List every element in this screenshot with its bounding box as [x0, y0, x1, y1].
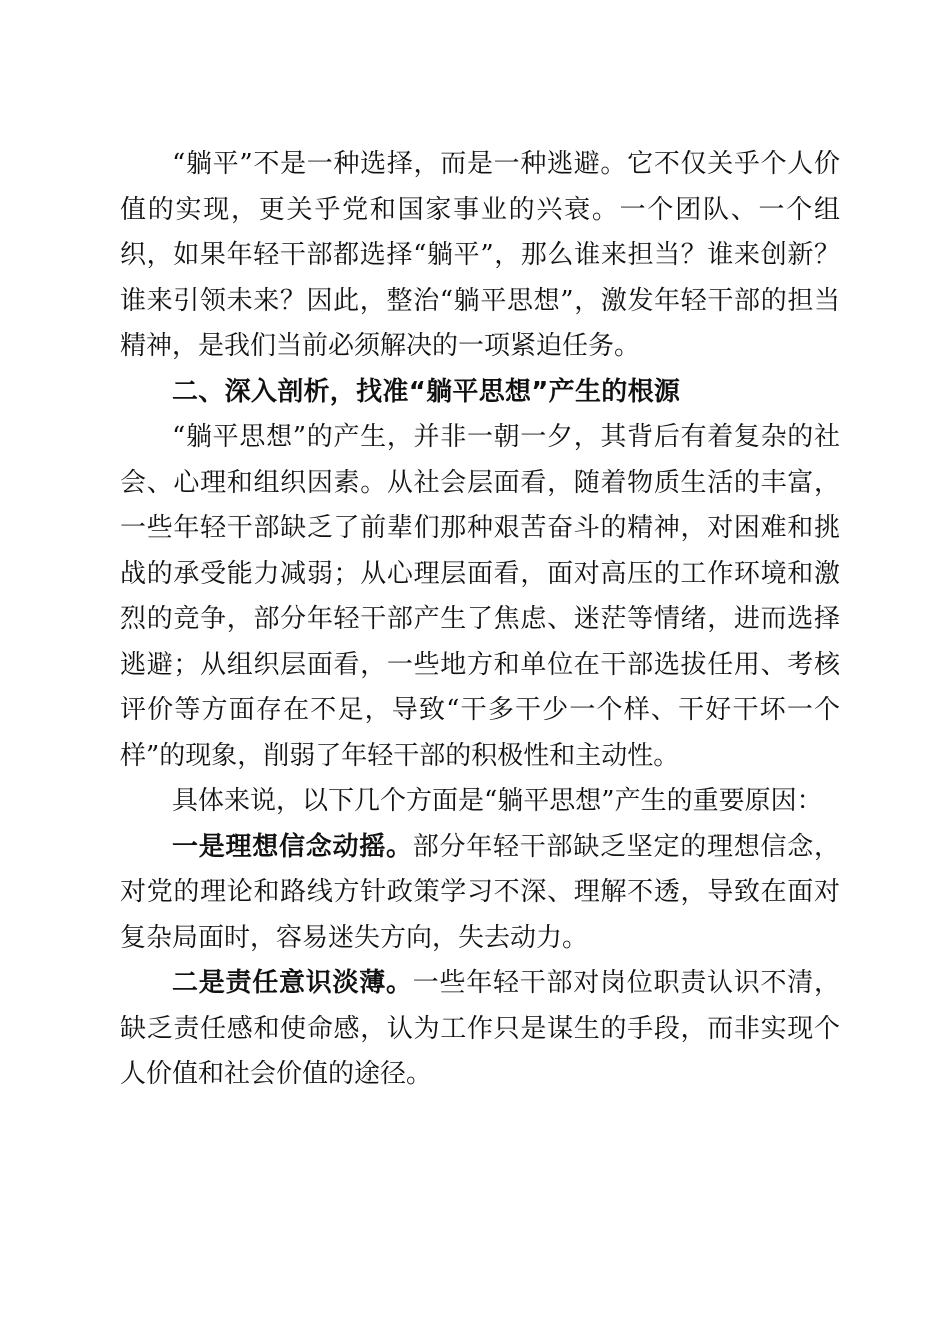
point-lead: 二是责任意识淡薄。 [172, 968, 413, 998]
section-heading-text: 二、深入剖析，找准“躺平思想”产生的根源 [172, 376, 681, 407]
point-text: 一些年轻干部对岗位职责认识不清，缺乏责任感和使命感，认为工作只是谋生的手段，而非实现个人价值和社会价值的途径。 [120, 968, 840, 1089]
paragraph-root-causes [120, 415, 840, 779]
paragraph-text: “躺平”不是一种选择，而是一种逃避。它不仅关乎个人价值的实现，更关乎党和国家事业的兴衰。一个团队、一个组织，如果年轻干部都选择“躺平”，那么谁来担当？谁来创新？谁来引领未来？因此，整治“躺平思想”，激发年轻干部的担当精神，是我们当前必须解决的一项紧迫任务。 [120, 149, 840, 361]
paragraph-point-one [120, 825, 840, 962]
point-text: 部分年轻干部缺乏坚定的理想信念，对党的理论和路线方针政策学习不深、理解不透，导致在面对复杂局面时，容易迷失方向，失去动力。 [120, 831, 840, 953]
section-heading [120, 370, 840, 416]
point-lead: 一是理想信念动摇。 [172, 831, 413, 862]
paragraph-lying-flat-intro [120, 142, 840, 370]
paragraph-text: “躺平思想”的产生，并非一朝一夕，其背后有着复杂的社会、心理和组织因素。从社会层面看，随着物质生活的丰富，一些年轻干部缺乏了前辈们那种艰苦奋斗的精神，对困难和挑战的承受能力减弱；从心理层面看，面对高压的工作环境和激烈的竞争，部分年轻干部产生了焦虑、迷茫等情绪，进而选择逃避；从组织层面看，一些地方和单位在干部选拔任用、考核评价等方面存在不足，导致“干多干少一个样、干好干坏一个样”的现象，削弱了年轻干部的积极性和主动性。 [120, 422, 840, 771]
document-body [120, 142, 840, 1098]
paragraph-specific-reasons [120, 779, 840, 825]
paragraph-text: 具体来说，以下几个方面是“躺平思想”产生的重要原因： [172, 786, 823, 816]
paragraph-point-two [120, 961, 840, 1098]
